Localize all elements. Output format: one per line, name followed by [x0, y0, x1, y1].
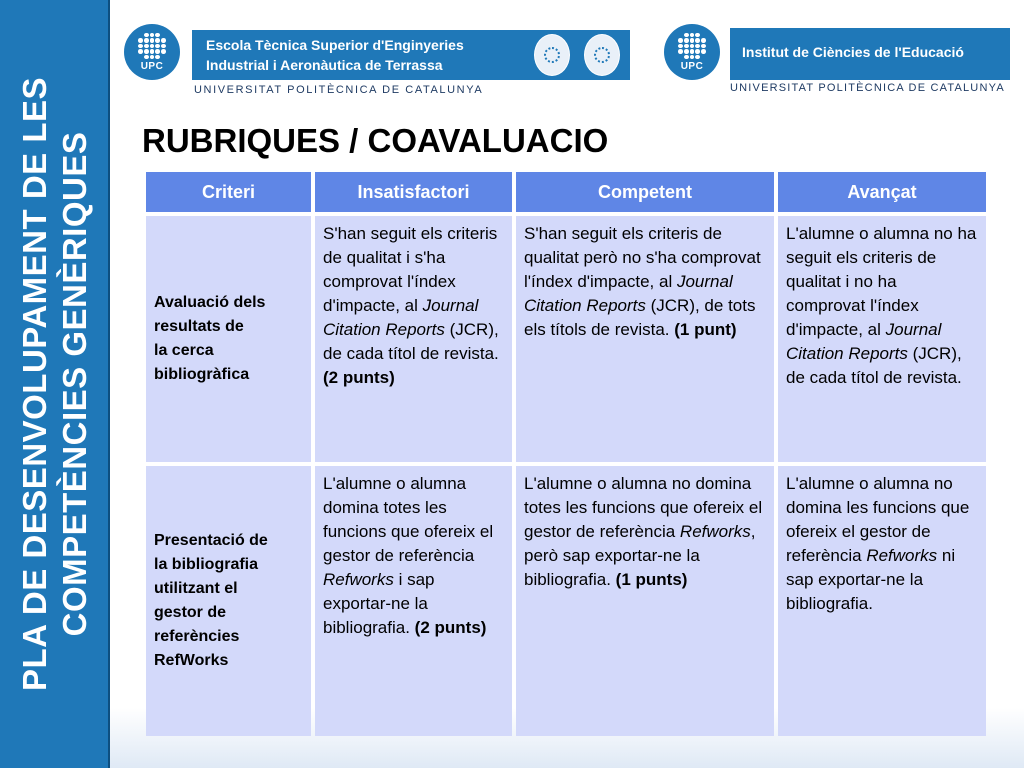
side-banner: [0, 0, 110, 768]
rubric-table: [142, 168, 990, 740]
avancat-cell: L'alumne o alumna no ha seguit els criteris de qualitat i no ha comprovat l'índex d'impacte, al Journal Citation Reports (JCR), de cada títol de revista.: [778, 216, 986, 462]
avancat-cell: L'alumne o alumna no domina les funcions que ofereix el gestor de referència Refworks ni sap exportar-ne la bibliografia.: [778, 466, 986, 736]
table-row: [146, 216, 986, 462]
university-name: UNIVERSITAT POLITÈCNICA DE CATALUNYA: [730, 82, 1005, 94]
page-title: RUBRIQUES / COAVALUACIO: [142, 122, 609, 159]
insatisfactori-cell: L'alumne o alumna domina totes les funcions que ofereix el gestor de referència Refworks i sap exportar-ne la bibliografia. (2 punts): [315, 466, 512, 736]
upc-label: UPC: [140, 61, 164, 72]
criterion-cell: Avaluació dels resultats de la cerca bibliogràfica: [146, 216, 311, 462]
side-banner-line-2: COMPETÈNCIES GENÈRIQUES: [56, 131, 93, 637]
etseiat-logo: [124, 20, 634, 100]
university-name: UNIVERSITAT POLITÈCNICA DE CATALUNYA: [194, 84, 484, 96]
emblem-icon: [584, 34, 620, 76]
school-name-box: [192, 30, 630, 80]
competent-cell: L'alumne o alumna no domina totes les funcions que ofereix el gestor de referència Refworks, però sap exportar-ne la bibliografia. (1 punts): [516, 466, 774, 736]
school-line-2: Industrial i Aeronàutica de Terrassa: [206, 57, 443, 73]
school-line-1: Escola Tècnica Superior d'Enginyeries: [206, 37, 464, 53]
institute-name-box: [730, 28, 1010, 80]
side-banner-line-1: PLA DE DESENVOLUPAMENT DE LES: [16, 76, 53, 692]
header-avancat: Avançat: [778, 172, 986, 212]
ice-logo: [664, 20, 1014, 100]
side-banner-title: [15, 4, 95, 764]
table-row: [146, 466, 986, 736]
header-insatisfactori: Insatisfactori: [315, 172, 512, 212]
insatisfactori-cell: S'han seguit els criteris de qualitat i s'ha comprovat l'índex d'impacte, al Journal Citation Reports (JCR), de cada títol de revista. (2 punts): [315, 216, 512, 462]
competent-cell: S'han seguit els criteris de qualitat però no s'ha comprovat l'índex d'impacte, al Journal Citation Reports (JCR), de tots els títols de revista. (1 punt): [516, 216, 774, 462]
seal-icon: [534, 34, 570, 76]
upc-logo-icon: [124, 24, 180, 80]
criterion-cell: Presentació de la bibliografia utilitzant el gestor de referències RefWorks: [146, 466, 311, 736]
institute-name: Institut de Ciències de l'Educació: [742, 44, 964, 60]
upc-label: UPC: [680, 61, 704, 72]
upc-logo-icon: [664, 24, 720, 80]
header-criteri: Criteri: [146, 172, 311, 212]
header-competent: Competent: [516, 172, 774, 212]
table-header-row: [146, 172, 986, 212]
